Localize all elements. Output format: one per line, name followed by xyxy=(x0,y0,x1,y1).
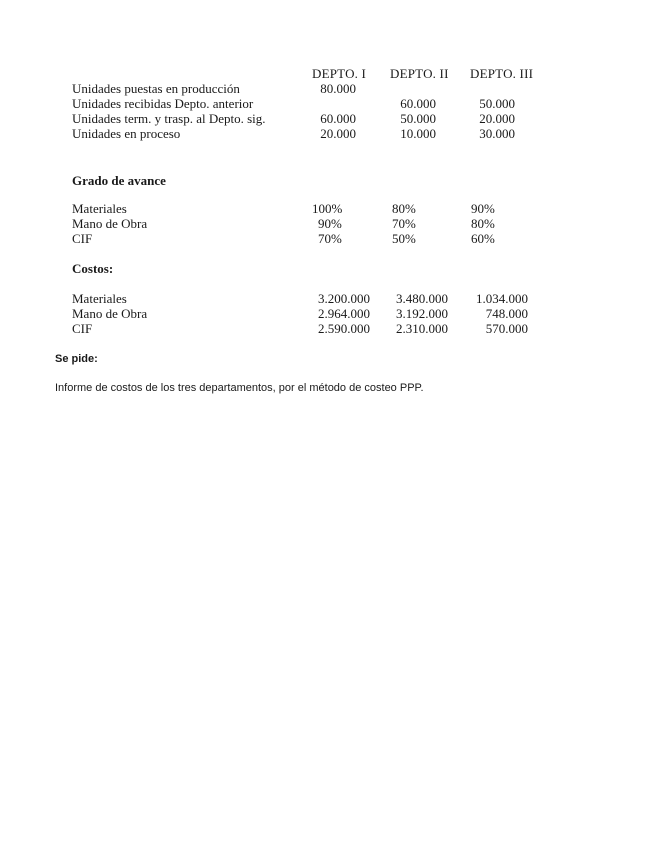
units-label: Unidades en proceso xyxy=(72,126,181,141)
avance-label: Materiales xyxy=(72,201,127,216)
header-depto-2: DEPTO. II xyxy=(390,66,449,81)
costos-value: 2.590.000 xyxy=(318,321,370,336)
costos-label: CIF xyxy=(72,321,93,336)
units-value: 60.000 xyxy=(400,96,436,111)
units-value: 10.000 xyxy=(400,126,436,141)
avance-value: 80% xyxy=(471,216,495,231)
costos-value: 3.200.000 xyxy=(318,291,370,306)
instruction-text: Informe de costos de los tres departamentos, por el método de costeo PPP. xyxy=(55,382,424,394)
costos-value: 2.964.000 xyxy=(318,306,370,321)
se-pide-heading: Se pide: xyxy=(55,353,98,365)
units-label: Unidades puestas en producción xyxy=(72,81,240,96)
units-label: Unidades recibidas Depto. anterior xyxy=(72,96,254,111)
avance-value: 70% xyxy=(318,231,342,246)
units-value: 30.000 xyxy=(479,126,515,141)
avance-value: 50% xyxy=(392,231,416,246)
avance-value: 60% xyxy=(471,231,495,246)
costos-value: 748.000 xyxy=(485,306,528,321)
costos-label: Materiales xyxy=(72,291,127,306)
costos-value: 3.480.000 xyxy=(396,291,448,306)
units-value: 50.000 xyxy=(400,111,436,126)
units-label: Unidades term. y trasp. al Depto. sig. xyxy=(72,111,266,126)
avance-value: 90% xyxy=(471,201,495,216)
units-value: 50.000 xyxy=(479,96,515,111)
avance-title: Grado de avance xyxy=(72,173,166,188)
units-value: 60.000 xyxy=(320,111,356,126)
avance-label: Mano de Obra xyxy=(72,216,148,231)
costos-label: Mano de Obra xyxy=(72,306,148,321)
header-depto-1: DEPTO. I xyxy=(312,66,367,81)
costos-title: Costos: xyxy=(72,261,114,276)
avance-value: 100% xyxy=(312,201,343,216)
units-value: 80.000 xyxy=(320,81,356,96)
costos-value: 2.310.000 xyxy=(396,321,448,336)
costos-value: 3.192.000 xyxy=(396,306,448,321)
units-value: 20.000 xyxy=(320,126,356,141)
units-value: 20.000 xyxy=(479,111,515,126)
avance-value: 80% xyxy=(392,201,416,216)
header-depto-3: DEPTO. III xyxy=(470,66,534,81)
costos-value: 570.000 xyxy=(485,321,528,336)
avance-label: CIF xyxy=(72,231,93,246)
avance-value: 70% xyxy=(392,216,416,231)
avance-value: 90% xyxy=(318,216,342,231)
costos-value: 1.034.000 xyxy=(476,291,528,306)
